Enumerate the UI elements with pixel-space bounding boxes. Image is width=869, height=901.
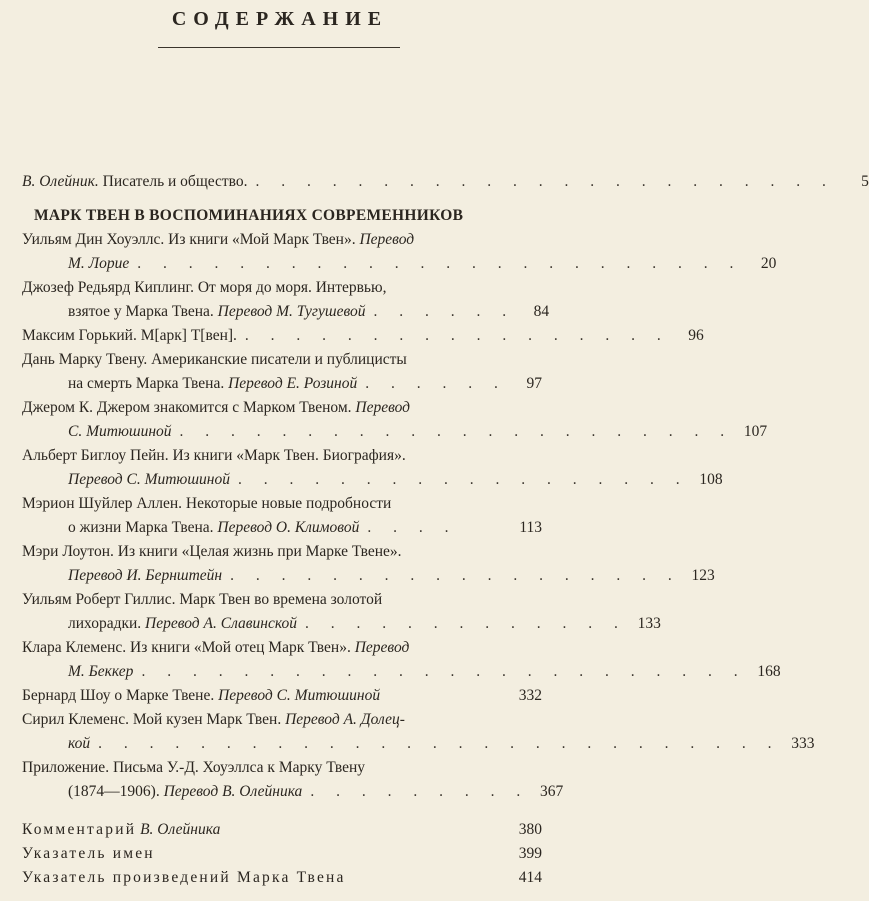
toc-page: 367	[539, 783, 564, 800]
toc-translator: Перевод С. Митюшиной	[214, 687, 381, 704]
toc-entry-line1	[22, 324, 704, 348]
toc-text: Клара Клеменс. Из книги «Мой отец Марк Твен».	[22, 639, 351, 656]
toc-page: 107	[743, 423, 768, 440]
toc-subtitle: на смерть Марка Твена.	[68, 375, 225, 392]
toc-page: 97	[526, 375, 542, 392]
toc-entry-name-index	[22, 842, 542, 866]
toc-leader: . . . . . . . . . . . . . . . . . . . . . . . . . . .	[98, 735, 781, 752]
toc-text	[22, 818, 220, 842]
toc-page: 84	[533, 303, 550, 320]
toc-entry-line2	[68, 516, 542, 540]
toc-entry-line2	[68, 300, 550, 324]
toc-title: Писатель и общество.	[98, 173, 248, 190]
toc-entry-line1	[22, 588, 542, 612]
toc-entry-line2	[68, 468, 723, 492]
toc-text	[68, 564, 222, 588]
toc-translator: Перевод	[351, 399, 411, 416]
toc-translator: Перевод М. Тугушевой	[213, 303, 366, 320]
toc-text: Сирил Клеменс. Мой кузен Марк Твен.	[22, 711, 282, 728]
toc-page: 332	[518, 687, 542, 704]
toc-translator: Перевод А. Долец-	[281, 711, 405, 728]
toc-text	[68, 516, 359, 540]
toc-leader: . . . . . . . . . . . . .	[304, 615, 627, 632]
toc-entry-line2	[68, 564, 715, 588]
toc-text	[68, 732, 90, 756]
toc-translator: М. Беккер	[68, 663, 134, 680]
toc-leader: . . . .	[367, 519, 458, 536]
toc-text: Мэри Лоутон. Из книги «Целая жизнь при Марке Твене».	[22, 543, 402, 560]
toc-entry-line2	[68, 420, 768, 444]
toc-entry-line2	[68, 252, 777, 276]
toc-leader: . . . . . . . . . . . . . . . . . . . . . .	[179, 423, 734, 440]
toc-translator: Перевод	[350, 639, 410, 656]
toc-entry-line2	[68, 372, 542, 396]
toc-text: Дань Марку Твену. Американские писатели и публицисты	[22, 351, 407, 368]
toc-entry-line2	[68, 660, 781, 684]
toc-text: Уильям Роберт Гиллис. Марк Твен во времена золотой	[22, 591, 383, 608]
toc-page: 123	[691, 567, 715, 584]
toc-entry-works-index	[22, 866, 542, 890]
toc-entry-line1	[22, 444, 542, 468]
toc-text	[68, 612, 297, 636]
toc-text: Приложение. Письма У.-Д. Хоуэллса к Марку Твену	[22, 759, 366, 776]
toc-entry-line1	[22, 348, 542, 372]
toc-subtitle: лихорадки.	[68, 615, 142, 632]
toc-translator: Перевод А. Славинской	[141, 615, 297, 632]
toc-text	[68, 372, 357, 396]
toc-subtitle: взятое у Марка Твена.	[68, 303, 214, 320]
toc-leader: . . . . . . . . . . . . . . . . . . . . . . . .	[141, 663, 747, 680]
toc-page: 20	[760, 255, 777, 272]
toc-translator: Перевод	[355, 231, 415, 248]
toc-text	[22, 684, 380, 708]
toc-entry-line1	[22, 708, 542, 732]
toc-translator: Перевод О. Климовой	[213, 519, 360, 536]
toc-author: В. Олейник.	[22, 173, 99, 190]
toc-leader: . . . . . .	[373, 303, 516, 320]
toc-translator: Перевод Е. Розиной	[224, 375, 358, 392]
toc-entry-line1	[22, 228, 542, 252]
toc-text: Джером К. Джером знакомится с Марком Твеном.	[22, 399, 352, 416]
toc-title: Указатель имен	[22, 845, 155, 862]
toc-entry-line2	[68, 780, 564, 804]
toc-translator: кой	[68, 735, 91, 752]
toc-translator: Перевод С. Митюшиной	[68, 471, 231, 488]
toc-page: 96	[688, 327, 704, 344]
toc-entry-line1	[22, 492, 542, 516]
toc-leader: . . . . . . . . .	[310, 783, 530, 800]
toc-leader: . . . . . . . . . . . . . . . . .	[244, 327, 670, 344]
toc-page: 113	[519, 519, 542, 536]
toc-page: 380	[518, 821, 542, 838]
toc-title: Комментарий	[22, 821, 137, 838]
toc-text	[68, 252, 129, 276]
toc-entry-line1	[22, 396, 542, 420]
toc-entry-line1	[22, 684, 542, 708]
toc-translator: С. Митюшиной	[68, 423, 172, 440]
toc-text	[22, 170, 248, 194]
toc-entry-preface	[22, 170, 869, 194]
toc-text: Максим Горький. М[арк] Т[вен].	[22, 327, 237, 344]
toc-text	[68, 300, 365, 324]
toc-subtitle: Бернард Шоу о Марке Твене.	[22, 687, 215, 704]
toc-page: 133	[637, 615, 661, 632]
toc-entry-line1	[22, 756, 542, 780]
toc-leader: . . . . . . . . . . . . . . . . . . . . . . . .	[137, 255, 743, 272]
toc-subtitle: (1874—1906).	[68, 783, 160, 800]
toc-leader: . . . . . .	[365, 375, 507, 392]
toc-leader: . . . . . . . . . . . . . . . . . . . . . . .	[255, 173, 835, 190]
title-rule	[158, 47, 400, 48]
page-title: СОДЕРЖАНИЕ	[171, 8, 389, 30]
toc-text	[68, 780, 302, 804]
toc-leader: . . . . . . . . . . . . . . . . . .	[230, 567, 681, 584]
toc-title: Указатель произведений Марка Твена	[22, 869, 346, 886]
toc-text	[68, 468, 230, 492]
toc-page: 168	[757, 663, 781, 680]
toc-leader: . . . . . . . . . . . . . . . . . .	[238, 471, 689, 488]
toc-text	[68, 660, 133, 684]
toc-text	[68, 420, 172, 444]
toc-page: 414	[518, 869, 542, 886]
toc-subtitle: о жизни Марка Твена.	[68, 519, 214, 536]
toc-text: Альберт Биглоу Пейн. Из книги «Марк Твен. Биография».	[22, 447, 406, 464]
toc-translator: М. Лорие	[68, 255, 130, 272]
toc-page: 399	[518, 845, 542, 862]
toc-page: 333	[791, 735, 815, 752]
toc-author: В. Олейника	[136, 821, 221, 838]
toc-entry-line1	[22, 540, 542, 564]
toc-entry-commentary	[22, 818, 542, 842]
toc-entry-line2	[68, 732, 815, 756]
toc-page: 108	[699, 471, 723, 488]
toc-text: Мэрион Шуйлер Аллен. Некоторые новые подробности	[22, 495, 392, 512]
toc-translator: Перевод И. Бернштейн	[68, 567, 223, 584]
toc-text: Уильям Дин Хоуэллс. Из книги «Мой Марк Твен».	[22, 231, 356, 248]
toc-entry-line2	[68, 612, 661, 636]
section-title: МАРК ТВЕН В ВОСПОМИНАНИЯХ СОВРЕМЕННИКОВ	[34, 207, 464, 224]
toc-entry-line1	[22, 636, 542, 660]
toc-translator: Перевод В. Олейника	[159, 783, 303, 800]
toc-text: Джозеф Редьярд Киплинг. От моря до моря. Интервью,	[22, 279, 387, 296]
toc-page: 5	[861, 173, 869, 190]
toc-entry-line1	[22, 276, 542, 300]
